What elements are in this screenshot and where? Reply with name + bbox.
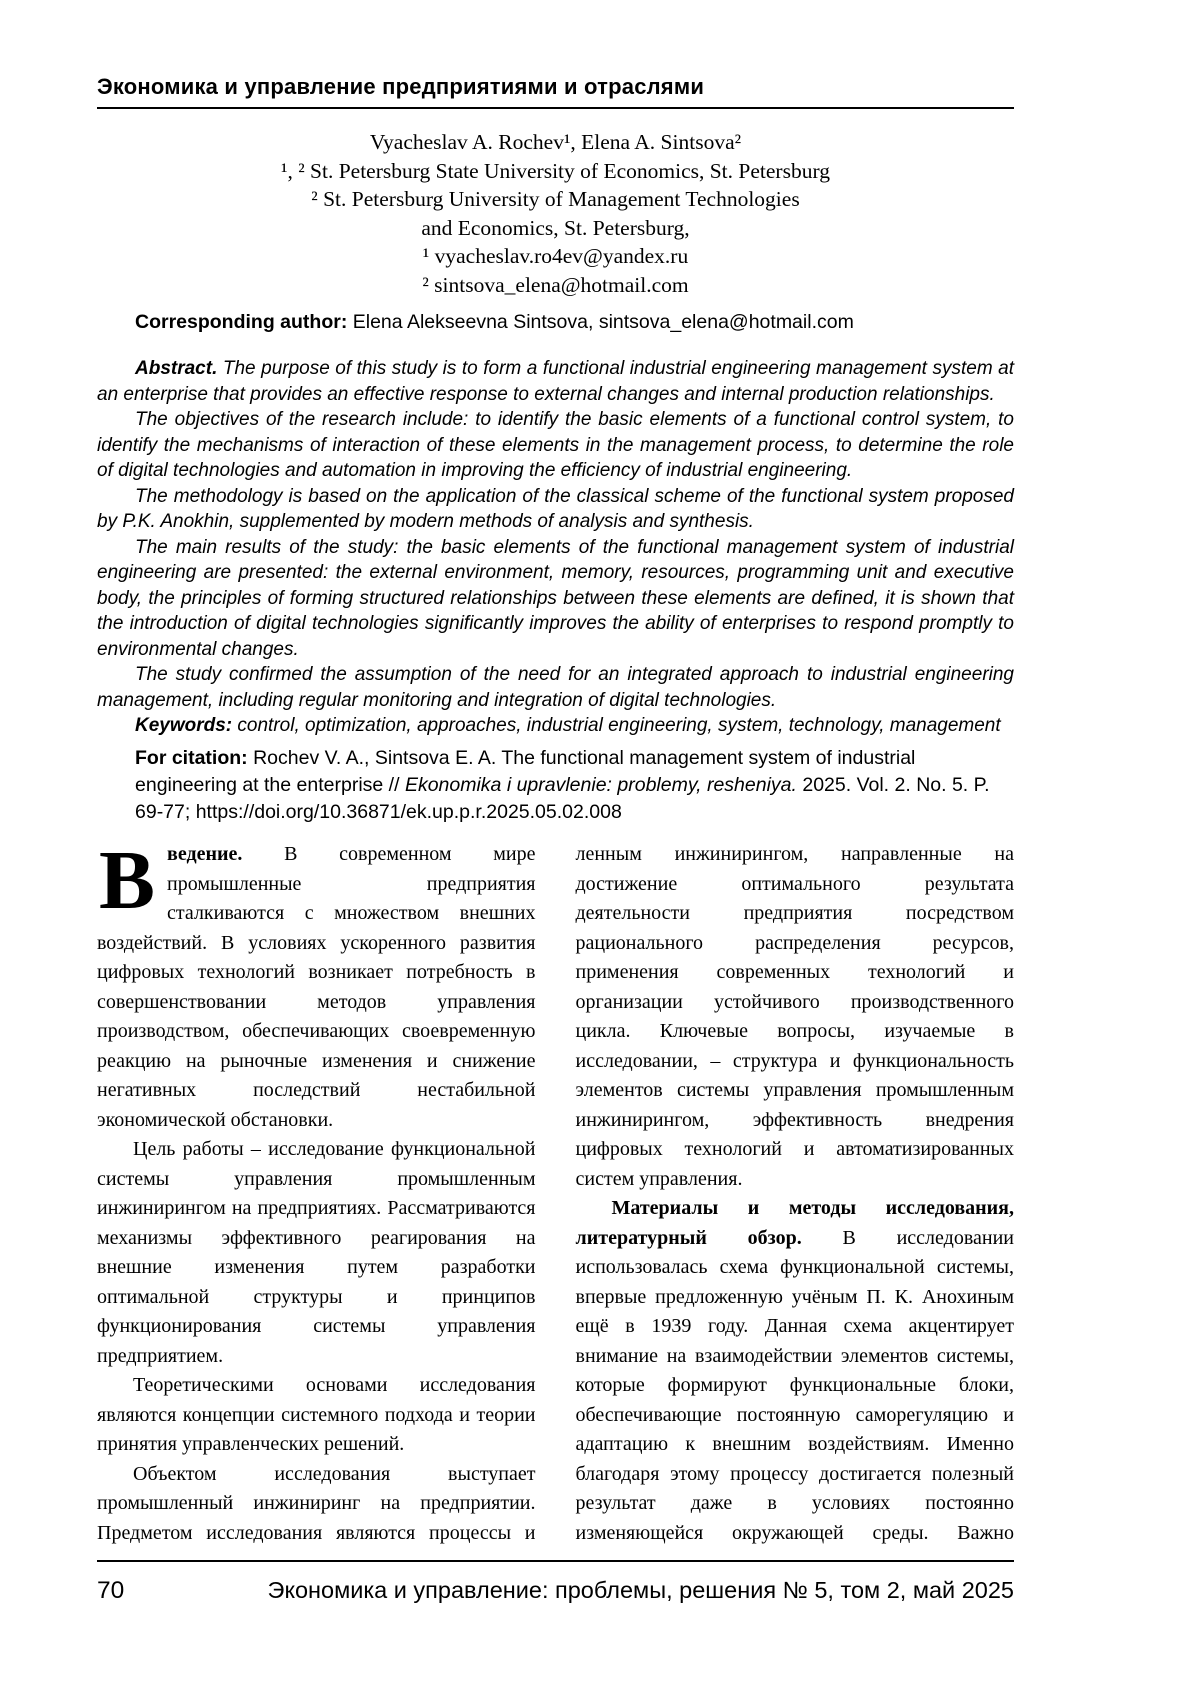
footer-journal-line: Экономика и управление: проблемы, решения № 5, том 2, май 2025	[267, 1577, 1014, 1603]
citation-block	[97, 745, 1014, 826]
body-paragraph: Цель работы – исследование функциональной системы управления промышленным инжинирингом на предприятиях. Рассматриваются механизмы эффективного реагирования на внешние изменения путем разработки оптимальной структуры и принципов функционирования системы управления предприятием.	[97, 1138, 536, 1367]
footer-rule	[97, 1560, 1014, 1562]
author-email-1: ¹ vyacheslav.ro4ev@yandex.ru	[422, 244, 689, 268]
abstract-paragraph: The objectives of the research include: to identify the basic elements of a functional control system, to identify the mechanisms of interaction of these elements in the management process, to determine the role of digital technologies and automation in improving the efficiency of industrial engineering.	[97, 409, 1014, 481]
citation-label: For citation:	[135, 747, 248, 769]
keywords-text: control, optimization, approaches, industrial engineering, system, technology, management	[232, 715, 1001, 736]
corresponding-author-text: Elena Alekseevna Sintsova, sintsova_elena@hotmail.com	[347, 311, 854, 333]
right-column	[576, 840, 1015, 1552]
keywords-line	[97, 713, 1014, 739]
author-names: Vyacheslav A. Rochev¹, Elena A. Sintsova²	[369, 130, 742, 154]
running-head-title: Экономика и управление предприятиями и отраслями	[97, 74, 705, 99]
author-email-2: ² sintsova_elena@hotmail.com	[422, 272, 689, 297]
citation-after-journal: 2025. Vol. 2. No. 5. P. 69-77; https://doi.org/10.36871/ek.up.p.r.2025.05.02.008	[135, 774, 990, 823]
citation-before-journal: Rochev V. A., Sintsova E. A. The functional management system of industrial engineering at the enterprise //	[135, 747, 916, 796]
introduction-heading: ведение.	[167, 843, 243, 865]
authors-block	[97, 128, 1014, 299]
corresponding-author-label: Corresponding author:	[135, 311, 348, 333]
body-paragraph: Объектом исследования выступает промышленный инжиниринг на предприятии. Предметом исследования являются процессы и	[97, 1462, 536, 1544]
methods-heading: Материалы и методы исследования, литературный обзор.	[575, 1197, 1014, 1249]
footer-row	[97, 1577, 1014, 1605]
methods-paragraph	[576, 1194, 1015, 1552]
dropcap-letter: В	[99, 840, 156, 927]
affiliation-1: ¹, ² St. Petersburg State University of Economics, St. Petersburg	[281, 158, 830, 183]
affiliation-2-continued: and Economics, St. Petersburg,	[421, 215, 690, 240]
abstract-paragraph: The main results of the study: the basic elements of the functional management system of industrial engineering are presented: the external environment, memory, resources, programming unit and executive body, the principles of forming structured relationships between these elements are defined, it is shown that the introduction of digital technologies significantly improves the ability of enterprises to respond promptly to environmental changes.	[97, 536, 1014, 660]
abstract-text: The purpose of this study is to form a functional industrial engineering management system at an enterprise that provides an effective response to external changes and internal production relationships.	[97, 358, 1014, 405]
abstract-label: Abstract.	[135, 358, 218, 379]
body-paragraph-continuation: ленным инжинирингом, направленные на достижение оптимального результата деятельности предприятия посредством рационального распределения ресурсов, применения современных технологий и организации устойчивого производственного цикла. Ключевые вопросы, изучаемые в исследовании, – структура и функциональность элементов системы управления промышленным инжинирингом, эффективность внедрения цифровых технологий и автоматизированных систем управления.	[575, 843, 1014, 1190]
introduction-paragraph	[97, 840, 536, 1135]
left-column	[97, 840, 536, 1552]
abstract-paragraph: The study confirmed the assumption of the need for an integrated approach to industrial engineering management, including regular monitoring and integration of digital technologies.	[97, 664, 1014, 711]
methods-text: В исследовании использовалась схема функциональной системы, впервые предложенную учёным П. К. Анохиным ещё в 1939 году. Данная схема акцентирует внимание на взаимодействии элементов системы, которые формируют функциональные блоки, обеспечивающие постоянную саморегуляцию и адаптацию к внешним воздействиям. Именно благодаря этому процессу достигается полезный результат даже в условиях постоянно изменяющейся окружающей среды. Важно	[575, 1226, 1014, 1544]
running-head	[97, 74, 1014, 109]
affiliation-2: ² St. Petersburg University of Management Technologies	[311, 187, 800, 211]
citation-journal-name: Ekonomika i upravlenie: problemy, resheniya.	[404, 774, 797, 796]
corresponding-author-line	[97, 310, 1014, 335]
body-paragraph: Теоретическими основами исследования являются концепции системного подхода и теории принятия управленческих решений.	[97, 1374, 536, 1455]
citation-text	[135, 745, 1014, 826]
introduction-text: В современном мире промышленные предприятия сталкиваются с множеством внешних воздействий. В условиях ускоренного развития цифровых технологий возникает потребность в совершенствовании методов управления производством, обеспечивающих своевременную реакцию на рыночные изменения и снижение негативных последствий нестабильной экономической обстановки.	[97, 843, 536, 1131]
article-body	[97, 840, 1014, 1552]
abstract-paragraph	[97, 356, 1014, 407]
page-footer	[97, 1560, 1014, 1605]
abstract-section	[97, 356, 1014, 739]
keywords-label: Keywords:	[135, 715, 233, 736]
abstract-paragraph: The methodology is based on the application of the classical scheme of the functional system proposed by P.K. Anokhin, supplemented by modern methods of analysis and synthesis.	[97, 485, 1014, 532]
header-rule	[97, 107, 1014, 109]
page-number: 70	[97, 1577, 125, 1604]
